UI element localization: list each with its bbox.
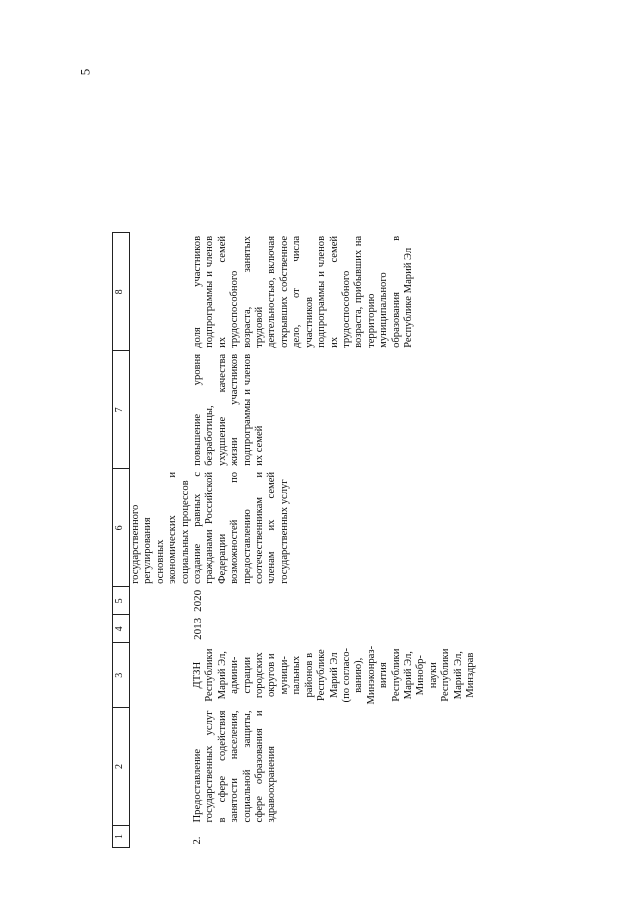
header-row (113, 233, 130, 848)
responsible-executors: ДТЗН Республики Марий Эл, админи- страции городских округов и муници- пальных районов в Республике Марий Эл (по согласо- ванию), Минэконраз- вития Республики Марий Эл, Минобр- науки Республики Марий Эл, Минздрав (192, 645, 476, 705)
consequences-of-non-implementation: повышение уровня безработицы, ухудшение качества жизни участников подпрограммы и членов их семей (192, 353, 266, 466)
table-row (192, 233, 477, 848)
end-year: 2020 (192, 589, 205, 612)
program-table (112, 232, 477, 848)
expected-result: создание равных с гражданами Российской Федерации возможностей по предоставлению соотечественникам и членам их семей государственных услуг (192, 471, 290, 584)
continuation-cell: государственного регулирования основных экономических и социальных процессов (130, 471, 191, 584)
start-year: 2013 (192, 617, 205, 640)
column-header: 2 (113, 708, 130, 826)
row-number: 2. (192, 836, 204, 845)
page-number: 5 (77, 68, 93, 76)
column-header: 1 (113, 826, 130, 848)
column-header: 4 (113, 615, 130, 643)
measure-description: Предоставление государственных услуг в сфере содействия занятости населения, социальной защиты, сфере образования и здравоохранения (192, 710, 278, 823)
column-header: 5 (113, 587, 130, 615)
indicator: доля участников подпрограммы и членов их семей трудоспособного возраста, занятых трудовой деятельностью, включая открывших собственное дело, от числа участников подпрограммы и членов их семей трудоспособного возраста, прибывших на территорию муниципального образования в Республике Марий Эл (192, 235, 414, 348)
column-header: 3 (113, 643, 130, 708)
continuation-row (130, 233, 193, 848)
column-header: 7 (113, 351, 130, 469)
column-header: 6 (113, 469, 130, 587)
column-header: 8 (113, 233, 130, 351)
